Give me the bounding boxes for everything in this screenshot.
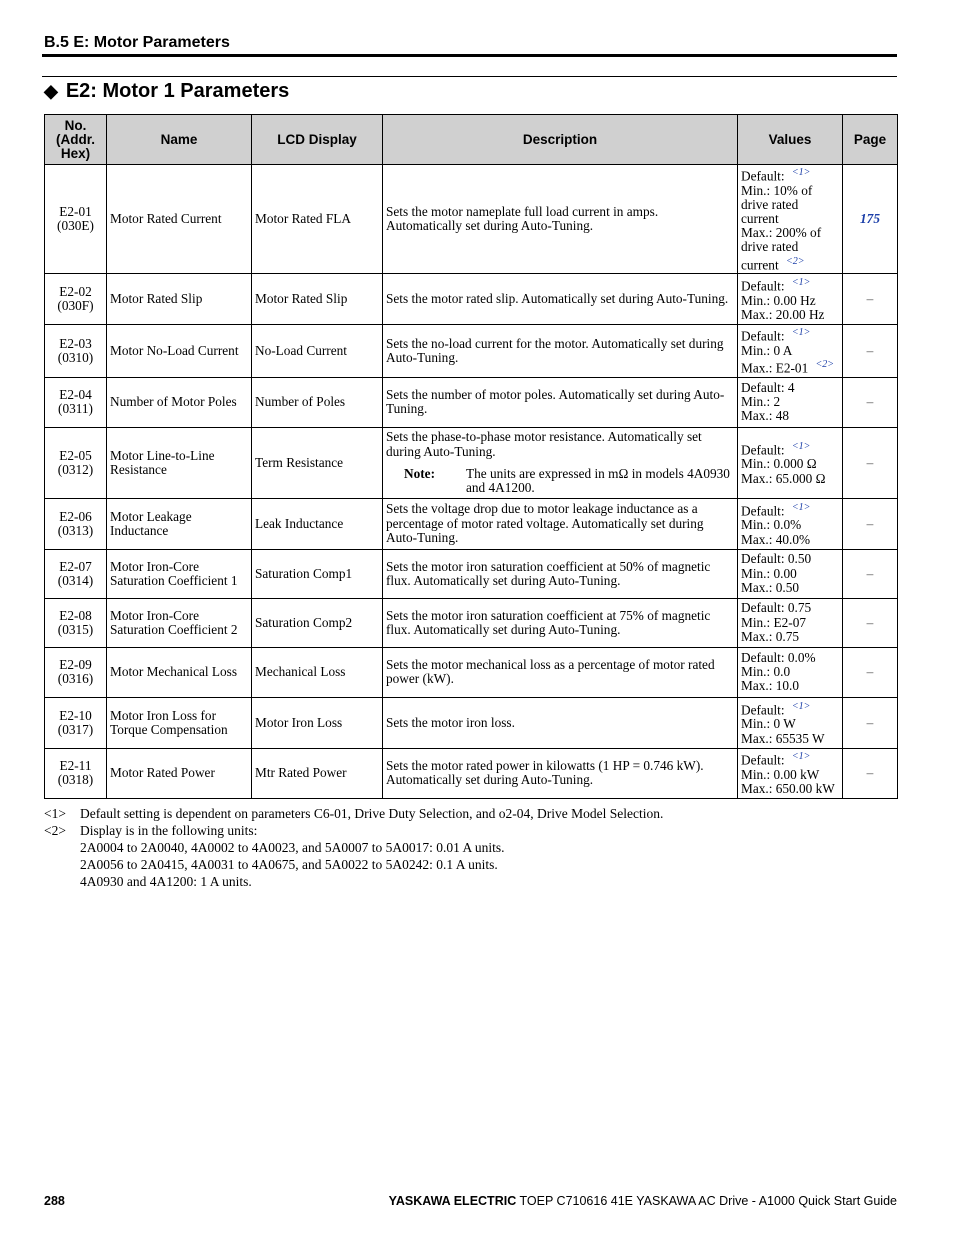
value-text: Max.: E2-01 — [741, 360, 812, 376]
value-line — [741, 358, 839, 376]
page-footer — [44, 1194, 897, 1208]
title-rule — [42, 76, 897, 77]
value-text: Max.: 48 — [741, 408, 790, 424]
param-values — [738, 377, 843, 427]
param-description — [383, 165, 738, 274]
footnote-ref[interactable]: <1> — [791, 167, 811, 178]
table-row — [45, 598, 898, 647]
col-header-values: Values — [738, 115, 843, 165]
col-header-page: Page — [843, 115, 898, 165]
table-row — [45, 325, 898, 377]
footnote-ref[interactable]: <1> — [791, 751, 811, 763]
param-description — [383, 748, 738, 798]
footnote-line: Default setting is dependent on parameters C6-01, Drive Duty Selection, and o2-04, Drive Model Selection. — [80, 806, 664, 821]
page-ref: – — [843, 325, 898, 377]
param-values — [738, 748, 843, 798]
value-line — [741, 750, 839, 768]
footnote-ref[interactable]: <1> — [791, 327, 811, 339]
page-ref: – — [843, 748, 898, 798]
lcd-display: Mtr Rated Power — [252, 748, 383, 798]
param-description — [383, 427, 738, 498]
param-description — [383, 274, 738, 325]
value-line — [741, 326, 839, 344]
lcd-display: Motor Rated Slip — [252, 274, 383, 325]
section-title-text: E2: Motor 1 Parameters — [65, 80, 290, 102]
param-values — [738, 165, 843, 274]
value-line — [741, 518, 839, 532]
page-ref — [843, 165, 898, 274]
value-line — [741, 732, 839, 746]
footnote-ref[interactable]: <1> — [791, 440, 811, 452]
value-line — [741, 472, 839, 486]
footnote — [44, 822, 894, 890]
param-description — [383, 598, 738, 647]
value-text: Min.: 0.0 — [741, 664, 791, 680]
param-name: Motor Mechanical Loss — [107, 647, 252, 697]
parameter-table — [44, 114, 898, 799]
value-line — [741, 768, 839, 782]
value-text: Default: — [741, 328, 788, 344]
lcd-display: Number of Poles — [252, 377, 383, 427]
value-text: Min.: 0.00 — [741, 565, 797, 581]
lcd-display: Saturation Comp1 — [252, 549, 383, 598]
section-header: B.5 E: Motor Parameters — [44, 34, 230, 51]
footnote-ref[interactable]: <2> — [785, 255, 805, 267]
value-line — [741, 601, 839, 615]
lcd-display: Mechanical Loss — [252, 647, 383, 697]
param-description — [383, 325, 738, 377]
value-text: Min.: E2-07 — [741, 614, 807, 630]
value-line — [741, 616, 839, 630]
param-name: Motor Line-to-Line Resistance — [107, 427, 252, 498]
value-text: Min.: 0 A — [741, 342, 793, 358]
param-values — [738, 498, 843, 549]
description-note — [386, 467, 734, 495]
col-header-description: Description — [383, 115, 738, 165]
description-text: Sets the motor rated slip. Automatically set during Auto-Tuning. — [386, 291, 729, 307]
lcd-display: Saturation Comp2 — [252, 598, 383, 647]
value-line — [741, 308, 839, 322]
page-ref: – — [843, 498, 898, 549]
value-line — [741, 409, 839, 423]
page-ref: – — [843, 427, 898, 498]
param-name: Motor Rated Slip — [107, 274, 252, 325]
value-text: Max.: 65535 W — [741, 730, 825, 746]
diamond-bullet-icon: ◆ — [44, 81, 58, 101]
table-row — [45, 697, 898, 748]
param-name: Motor Iron-Core Saturation Coefficient 1 — [107, 549, 252, 598]
value-line — [741, 700, 839, 718]
param-number: E2-07 (0314) — [45, 549, 107, 598]
description-text: Sets the motor mechanical loss as a percentage of motor rated power (kW). — [386, 657, 715, 687]
param-name: Motor No-Load Current — [107, 325, 252, 377]
param-number: E2-10 (0317) — [45, 697, 107, 748]
lcd-display: Motor Iron Loss — [252, 697, 383, 748]
description-text: Sets the no-load current for the motor. Automatically set during Auto-Tuning. — [386, 335, 724, 365]
footnotes — [44, 805, 894, 890]
value-line — [741, 552, 839, 566]
value-line — [741, 276, 839, 294]
value-text: Default: 0.0% — [741, 649, 816, 665]
param-number: E2-03 (0310) — [45, 325, 107, 377]
description-text: Sets the motor iron saturation coefficient at 75% of magnetic flux. Automatically set during Auto-Tuning. — [386, 607, 711, 637]
value-text: Min.: 0.00 kW — [741, 766, 820, 782]
page-link[interactable]: 175 — [860, 211, 880, 227]
page-ref: – — [843, 647, 898, 697]
value-line — [741, 630, 839, 644]
value-text: Min.: 2 — [741, 394, 781, 410]
note-label: Note: — [404, 465, 436, 481]
value-line — [741, 651, 839, 665]
param-number: E2-08 (0315) — [45, 598, 107, 647]
value-text: Min.: 0.00 Hz — [741, 292, 816, 308]
value-line — [741, 567, 839, 581]
table-row — [45, 427, 898, 498]
value-line — [741, 457, 839, 471]
document-title: TOEP C710616 41E YASKAWA AC Drive - A1000 Quick Start Guide — [516, 1194, 897, 1208]
value-text: Min.: 0 W — [741, 716, 796, 732]
page-ref: – — [843, 274, 898, 325]
value-text: Default: 0.75 — [741, 600, 812, 616]
value-text: Default: — [741, 278, 788, 294]
description-text: Sets the motor iron saturation coefficient at 50% of magnetic flux. Automatically set during Auto-Tuning. — [386, 558, 711, 588]
col-header-lcd: LCD Display — [252, 115, 383, 165]
footnote-ref[interactable]: <1> — [791, 501, 811, 513]
value-text: Max.: 20.00 Hz — [741, 307, 825, 323]
value-line — [741, 665, 839, 679]
description-text: Sets the motor iron loss. — [386, 714, 515, 730]
param-values — [738, 427, 843, 498]
value-text: Default: — [741, 442, 788, 458]
footnote-ref[interactable]: <1> — [791, 700, 811, 712]
value-text: Min.: 10% of drive rated current — [741, 182, 813, 227]
param-values — [738, 325, 843, 377]
header-rule — [42, 54, 897, 57]
footnote-body — [80, 805, 894, 822]
value-text: Default: — [741, 168, 788, 184]
value-text: Max.: 65.000 Ω — [741, 470, 826, 486]
table-header-row — [45, 115, 898, 165]
value-line — [741, 501, 839, 519]
document-info — [389, 1194, 897, 1208]
footnote-mark: <2> — [44, 823, 66, 838]
page-ref: – — [843, 377, 898, 427]
table-row — [45, 274, 898, 325]
param-name: Number of Motor Poles — [107, 377, 252, 427]
lcd-display: Motor Rated FLA — [252, 165, 383, 274]
value-text: Max.: 0.75 — [741, 628, 799, 644]
table-row — [45, 647, 898, 697]
param-name: Motor Leakage Inductance — [107, 498, 252, 549]
value-text: Default: — [741, 752, 788, 768]
value-line — [741, 782, 839, 796]
param-number: E2-04 (0311) — [45, 377, 107, 427]
lcd-display: No-Load Current — [252, 325, 383, 377]
table-row — [45, 549, 898, 598]
lcd-display: Leak Inductance — [252, 498, 383, 549]
page-ref: – — [843, 598, 898, 647]
footnote — [44, 805, 894, 822]
description-text: Sets the number of motor poles. Automatically set during Auto-Tuning. — [386, 387, 725, 417]
param-name: Motor Iron Loss for Torque Compensation — [107, 697, 252, 748]
param-description — [383, 647, 738, 697]
lcd-display: Term Resistance — [252, 427, 383, 498]
value-line — [741, 533, 839, 547]
footnote-line: 4A0930 and 4A1200: 1 A units. — [80, 874, 252, 889]
value-line — [741, 294, 839, 308]
param-number: E2-09 (0316) — [45, 647, 107, 697]
footnote-line: Display is in the following units: — [80, 823, 258, 838]
param-values — [738, 647, 843, 697]
value-line — [741, 184, 839, 227]
param-values — [738, 598, 843, 647]
value-line — [741, 381, 839, 395]
value-text: Max.: 10.0 — [741, 678, 799, 694]
param-name: Motor Iron-Core Saturation Coefficient 2 — [107, 598, 252, 647]
param-number: E2-11 (0318) — [45, 748, 107, 798]
value-line — [741, 226, 839, 272]
footnote-ref[interactable]: <2> — [815, 359, 835, 371]
param-number: E2-01 (030E) — [45, 165, 107, 274]
param-values — [738, 697, 843, 748]
value-line — [741, 679, 839, 693]
table-row — [45, 377, 898, 427]
col-header-no: No. (Addr. Hex) — [45, 115, 107, 165]
value-line — [741, 166, 839, 184]
description-text: Sets the voltage drop due to motor leakage inductance as a percentage of motor rated voltage. Automatically set during Auto-Tuning. — [386, 501, 704, 545]
note-text: The units are expressed in mΩ in models 4A0930 and 4A1200. — [466, 465, 730, 495]
value-text: Min.: 0.000 Ω — [741, 456, 817, 472]
value-line — [741, 344, 839, 358]
description-text: Sets the motor rated power in kilowatts (1 HP = 0.746 kW). Automatically set during Auto-Tuning. — [386, 758, 704, 788]
value-text: Default: — [741, 702, 788, 718]
description-text: Sets the phase-to-phase motor resistance. Automatically set during Auto-Tuning. — [386, 429, 702, 459]
page-number: 288 — [44, 1194, 65, 1208]
value-text: Max.: 200% of drive rated current — [741, 225, 822, 273]
value-line — [741, 395, 839, 409]
param-description — [383, 498, 738, 549]
param-name: Motor Rated Current — [107, 165, 252, 274]
page-ref: – — [843, 697, 898, 748]
value-text: Max.: 40.0% — [741, 531, 811, 547]
value-line — [741, 440, 839, 458]
value-text: Max.: 650.00 kW — [741, 781, 835, 797]
footnote-mark: <1> — [44, 806, 66, 821]
page-ref: – — [843, 549, 898, 598]
value-line — [741, 581, 839, 595]
brand-name: YASKAWA ELECTRIC — [388, 1194, 517, 1208]
footnote-ref[interactable]: <1> — [791, 277, 811, 289]
section-title — [44, 80, 289, 103]
value-text: Default: — [741, 503, 788, 519]
param-description — [383, 697, 738, 748]
param-number: E2-06 (0313) — [45, 498, 107, 549]
param-description — [383, 549, 738, 598]
param-values — [738, 274, 843, 325]
description-text: Sets the motor nameplate full load current in amps. Automatically set during Auto-Tuning. — [386, 203, 659, 234]
value-line — [741, 717, 839, 731]
footnote-body — [80, 822, 894, 890]
param-description — [383, 377, 738, 427]
table-row — [45, 165, 898, 274]
param-values — [738, 549, 843, 598]
value-text: Default: 0.50 — [741, 551, 812, 567]
table-row — [45, 748, 898, 798]
table-row — [45, 498, 898, 549]
param-number: E2-02 (030F) — [45, 274, 107, 325]
footnote-line: 2A0004 to 2A0040, 4A0002 to 4A0023, and 5A0007 to 5A0017: 0.01 A units. — [80, 840, 505, 855]
col-header-name: Name — [107, 115, 252, 165]
value-text: Max.: 0.50 — [741, 579, 799, 595]
value-text: Default: 4 — [741, 379, 795, 395]
footnote-line: 2A0056 to 2A0415, 4A0031 to 4A0675, and 5A0022 to 5A0242: 0.1 A units. — [80, 857, 498, 872]
param-number: E2-05 (0312) — [45, 427, 107, 498]
value-text: Min.: 0.0% — [741, 517, 802, 533]
param-name: Motor Rated Power — [107, 748, 252, 798]
